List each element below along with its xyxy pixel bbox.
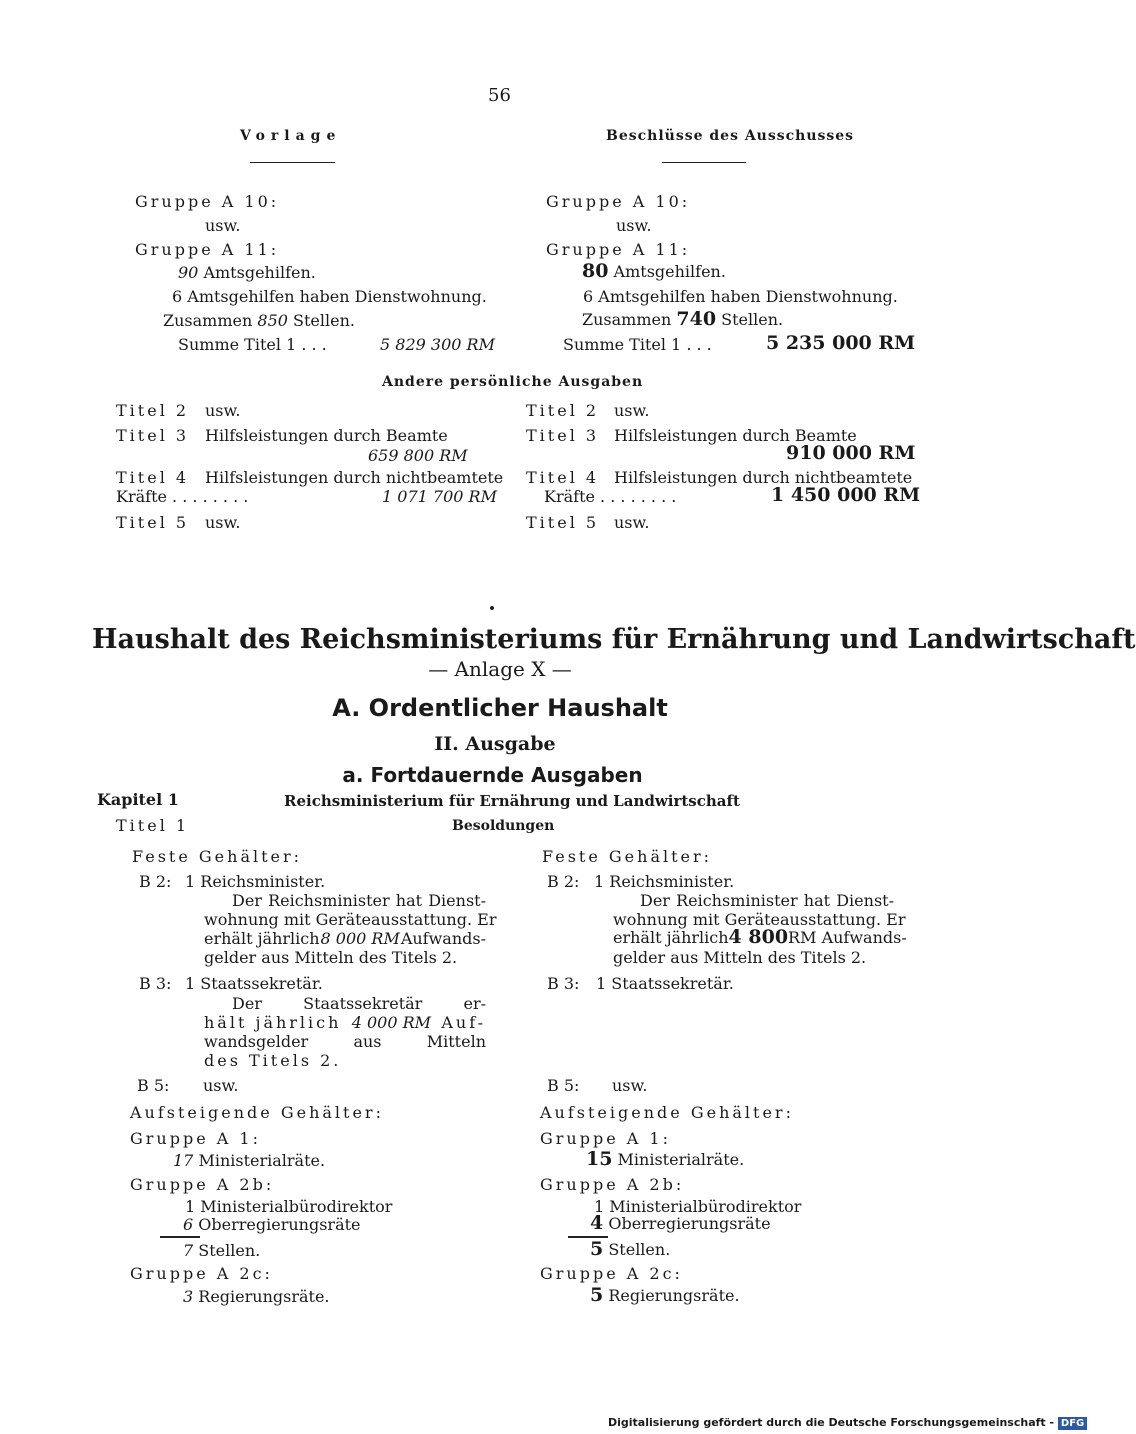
left-b3-text: 1 Staatssekretär. (185, 974, 323, 993)
right-a2b-sum-text: Stellen. (608, 1240, 671, 1259)
left-b3-note-1: Der Staatssekretär er- (232, 994, 486, 1013)
titel-label: Titel 1 (116, 816, 190, 835)
right-b3-text: 1 Staatssekretär. (596, 974, 734, 993)
left-b3-note-3: wandsgelder aus Mitteln (204, 1032, 486, 1051)
left-column-header: Vorlage (240, 128, 342, 144)
left-a1-text: Ministerialräte. (198, 1151, 326, 1170)
haushalt-title: Haushalt des Reichsministeriums für Ernährung und Landwirtschaft (92, 624, 1136, 655)
right-titel4-cont: Kräfte . . . . . . . . (544, 487, 677, 506)
right-aufsteigende: Aufsteigende Gehälter: (540, 1103, 794, 1122)
kapitel-title: Reichsministerium für Ernährung und Landwirtschaft (284, 792, 740, 810)
right-titel3-label: Titel 3 (526, 426, 600, 445)
left-a2c-count: 3 (183, 1287, 194, 1306)
left-amtsgehilfen-label: Amtsgehilfen. (203, 263, 316, 282)
right-summe-label: Summe Titel 1 . . . (563, 335, 712, 354)
left-b2-note-3 (204, 929, 486, 949)
left-a2c-text: Regierungsräte. (198, 1287, 330, 1306)
left-a2c-line (183, 1287, 330, 1307)
left-b5-text: usw. (203, 1076, 239, 1095)
section-ii-title: II. Ausgabe (434, 733, 556, 755)
right-b2-text: 1 Reichsminister. (594, 872, 735, 891)
left-amtsgehilfen (178, 263, 316, 283)
right-usw: usw. (616, 216, 652, 235)
right-titel5-text: usw. (614, 513, 650, 532)
right-a2b-sum (590, 1239, 670, 1260)
right-b5-text: usw. (612, 1076, 648, 1095)
right-zusammen-suffix: Stellen. (721, 310, 784, 329)
right-titel4-value: 1 450 000 RM (771, 484, 921, 506)
decorative-dot (490, 606, 494, 610)
left-zusammen (163, 311, 355, 331)
left-b3-note-4: des Titels 2. (204, 1051, 342, 1070)
left-b2-note-2: wohnung mit Geräteausstattung. Er (204, 910, 497, 929)
left-titel3-text: Hilfsleistungen durch Beamte (205, 426, 448, 445)
andere-heading: Andere persönliche Ausgaben (382, 374, 644, 390)
left-gruppe-a2c: Gruppe A 2c: (130, 1264, 273, 1283)
left-titel4-cont: Kräfte . . . . . . . . (116, 487, 249, 506)
left-a2b-sum-text: Stellen. (198, 1241, 261, 1260)
titel-title: Besoldungen (452, 818, 555, 834)
right-zusammen-label: Zusammen (582, 310, 672, 329)
left-a1-line (173, 1151, 325, 1171)
right-amtsgehilfen (582, 261, 726, 282)
right-titel3-value: 910 000 RM (786, 442, 916, 464)
left-zusammen-label: Zusammen (163, 311, 253, 330)
right-titel2-label: Titel 2 (526, 401, 600, 420)
left-b3-allowance: 4 000 RM (351, 1013, 432, 1032)
right-gruppe-a10: Gruppe A 10: (546, 192, 691, 211)
right-header-rule (662, 162, 746, 163)
right-summe-value: 5 235 000 RM (766, 332, 916, 354)
right-a2b-count: 4 (590, 1212, 604, 1234)
left-b3-label: B 3: (139, 974, 172, 993)
section-a-title: A. Ordentlicher Haushalt (332, 694, 668, 722)
right-a1-line (586, 1149, 744, 1170)
left-gruppe-a2b: Gruppe A 2b: (130, 1175, 275, 1194)
right-b3-label: B 3: (547, 974, 580, 993)
left-summe-value: 5 829 300 RM (380, 335, 495, 354)
left-b3-note-2 (204, 1013, 486, 1033)
right-zusammen-count: 740 (676, 308, 717, 330)
left-header-rule (250, 162, 335, 163)
left-b2-text: 1 Reichsminister. (185, 872, 326, 891)
right-gruppe-a1: Gruppe A 1: (540, 1129, 671, 1148)
right-titel4-text: Hilfsleistungen durch nichtbeamtete (614, 468, 913, 487)
left-titel2-text: usw. (205, 401, 241, 420)
right-column-header: Beschlüsse des Ausschusses (606, 128, 855, 144)
left-titel5-label: Titel 5 (116, 513, 190, 532)
right-b2-note-3a: erhält jährlich (613, 928, 729, 947)
left-a2b-sum-count: 7 (183, 1241, 194, 1260)
right-b2-note-3 (613, 926, 907, 948)
left-usw: usw. (205, 216, 241, 235)
right-a2b-sum-count: 5 (590, 1238, 604, 1260)
right-titel2-text: usw. (614, 401, 650, 420)
kapitel-label: Kapitel 1 (97, 790, 179, 809)
left-b2-allowance: 8 000 RM (320, 929, 400, 948)
right-a1-count: 15 (586, 1148, 613, 1170)
left-zusammen-suffix: Stellen. (293, 311, 355, 330)
left-titel3-value: 659 800 RM (368, 446, 468, 465)
right-gruppe-a2b: Gruppe A 2b: (540, 1175, 685, 1194)
left-titel4-text: Hilfsleistungen durch nichtbeamtete (205, 468, 504, 487)
left-a2b-line1: 1 Ministerialbürodirektor (185, 1197, 393, 1216)
left-feste-gehaelter: Feste Gehälter: (132, 847, 303, 866)
right-titel5-label: Titel 5 (526, 513, 600, 532)
page-number: 56 (488, 85, 511, 106)
left-b2-note-4: gelder aus Mitteln des Titels 2. (204, 948, 458, 967)
right-dienstwohnung: 6 Amtsgehilfen haben Dienstwohnung. (583, 287, 898, 306)
left-titel4-label: Titel 4 (116, 468, 190, 487)
right-gruppe-a2c: Gruppe A 2c: (540, 1264, 683, 1283)
right-b2-note-3c: RM Aufwands- (788, 928, 907, 947)
left-titel5-text: usw. (205, 513, 241, 532)
left-a1-count: 17 (173, 1151, 194, 1170)
right-b2-note-1: Der Reichsminister hat Dienst- (640, 891, 894, 910)
left-aufsteigende: Aufsteigende Gehälter: (130, 1103, 384, 1122)
left-b2-note-1: Der Reichsminister hat Dienst- (232, 891, 486, 910)
left-b3-note-2a: hält jährlich (204, 1013, 342, 1032)
right-a2b-line1: 1 Ministerialbürodirektor (594, 1197, 802, 1216)
right-a2c-line (590, 1285, 740, 1306)
right-amtsgehilfen-label: Amtsgehilfen. (613, 262, 726, 281)
left-b2-note-3a: erhält jährlich (204, 929, 320, 948)
left-b2-label: B 2: (139, 872, 172, 891)
right-a2b-line2 (590, 1213, 771, 1234)
left-b3-note-2c: Auf- (441, 1013, 486, 1032)
left-gruppe-a11: Gruppe A 11: (135, 240, 280, 259)
left-gruppe-a1: Gruppe A 1: (130, 1129, 261, 1148)
left-titel4-value: 1 071 700 RM (382, 487, 497, 506)
right-a2b-text: Oberregierungsräte (608, 1214, 771, 1233)
right-feste-gehaelter: Feste Gehälter: (542, 847, 713, 866)
right-b2-note-4: gelder aus Mitteln des Titels 2. (613, 948, 867, 967)
right-titel3-text: Hilfsleistungen durch Beamte (614, 426, 857, 445)
left-summe-label: Summe Titel 1 . . . (178, 335, 327, 354)
left-a2b-count: 6 (183, 1215, 194, 1234)
left-sum-rule (160, 1236, 200, 1238)
dfg-logo: DFG (1058, 1417, 1087, 1430)
right-b2-allowance: 4 800 (728, 926, 789, 948)
right-b2-label: B 2: (547, 872, 580, 891)
left-dienstwohnung: 6 Amtsgehilfen haben Dienstwohnung. (172, 287, 487, 306)
left-a2b-sum (183, 1241, 260, 1261)
right-zusammen (582, 309, 783, 330)
footer-credit (608, 1416, 1087, 1430)
right-gruppe-a11: Gruppe A 11: (546, 240, 691, 259)
right-b2-note-2: wohnung mit Geräteausstattung. Er (613, 910, 906, 929)
left-a2b-line2 (183, 1215, 361, 1235)
right-a1-text: Ministerialräte. (617, 1150, 745, 1169)
anlage-label: — Anlage X — (428, 657, 572, 681)
left-amtsgehilfen-count: 90 (178, 263, 199, 282)
left-gruppe-a10: Gruppe A 10: (135, 192, 280, 211)
left-zusammen-count: 850 (257, 311, 288, 330)
footer-text: Digitalisierung gefördert durch die Deutsche Forschungsgemeinschaft - (608, 1416, 1055, 1429)
right-amtsgehilfen-count: 80 (582, 260, 609, 282)
right-titel4-label: Titel 4 (526, 468, 600, 487)
left-b2-note-3c: Aufwands- (400, 929, 486, 948)
left-a2b-text: Oberregierungsräte (198, 1215, 361, 1234)
section-a-sub-title: a. Fortdauernde Ausgaben (342, 763, 643, 787)
right-a2c-count: 5 (590, 1284, 604, 1306)
right-b5-label: B 5: (547, 1076, 580, 1095)
left-titel3-label: Titel 3 (116, 426, 190, 445)
right-a2c-text: Regierungsräte. (608, 1286, 740, 1305)
left-b5-label: B 5: (137, 1076, 170, 1095)
left-titel2-label: Titel 2 (116, 401, 190, 420)
